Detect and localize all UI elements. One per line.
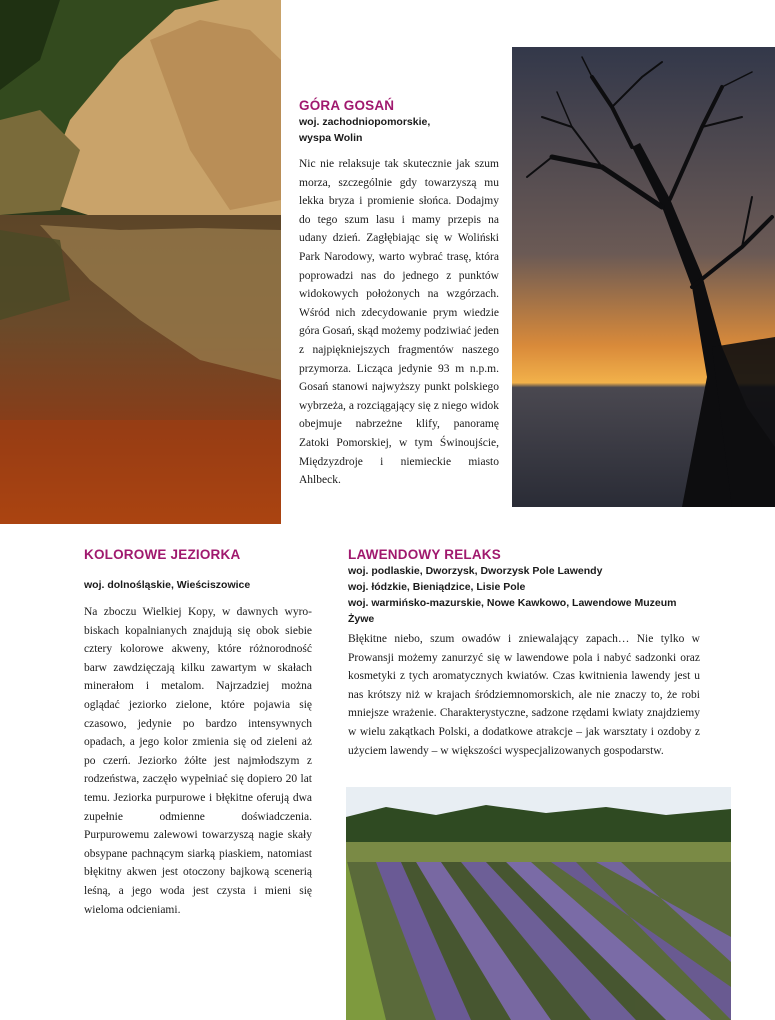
gora-gosan-location-line1: woj. zachodniopomorskie,	[299, 116, 431, 128]
gora-gosan-title: GÓRA GOSAŃ	[299, 98, 395, 113]
lawendowy-relaks-section	[348, 547, 700, 760]
sunset-tree-photo	[512, 47, 775, 507]
lawendowy-relaks-location-1: woj. podlaskie, Dworzysk, Dworzysk Pole Lawendy	[348, 565, 603, 577]
kolorowe-jeziorka-section	[84, 547, 312, 919]
lawendowy-relaks-location-2: woj. łódzkie, Bieniądzice, Lisie Pole	[348, 581, 526, 593]
gora-gosan-section	[299, 98, 499, 490]
colorful-lake-photo	[0, 0, 281, 524]
gora-gosan-body: Nic nie relaksuje tak skutecznie jak szum morza, szczególnie gdy towarzyszą mu lekka bryza i promienie słońca. Dodajmy do tego szum lasu i mamy przepis na udany dzień. Zagłębiając się w Woliński Park Narodowy, warto wybrać trasę, która poprowadzi nas do jednego z punktów widokowych położonych na wzgórzach. Wśród nich zdecydowanie prym wiedzie góra Gosań, skąd możemy podziwiać jeden z najpiękniejszych fragmentów naszego przymorza. Licząca jedynie 93 m n.p.m. Gosań stanowi najwyższy punkt polskiego wybrzeża, a rozciągający się z niego widok obejmuje nabrzeżne klify, panoramę Zatoki Pomorskiej, w tym Świnoujście, Międzyzdroje i niemieckie miasto Ahlbeck.	[299, 158, 499, 487]
lawendowy-relaks-body: Błękitne niebo, szum owadów i zniewalający zapach… Nie tylko w Prowansji możemy zanurzyć się w lawendowe pola i nabyć sadzonki oraz kosmetyki z tych aromatycznych kwiatów. Czas kwitnienia lawendy jest u nas krótszy niż w krajach śródziemnomorskich, ale nie znaczy to, że robi mniejsze wrażenie. Charakterystyczne, sadzone rzędami kwiaty znajdziemy w wielu zakątkach Polski, a dodatkowe atrakcje – jak warsztaty i ozdoby z użyciem lawendy – w większości wyspecjalizowanych gospodarstw.	[348, 633, 700, 757]
lawendowy-relaks-title: LAWENDOWY RELAKS	[348, 547, 501, 562]
kolorowe-jeziorka-location: woj. dolnośląskie, Wieściszowice	[84, 579, 251, 591]
lawendowy-relaks-location-3: woj. warmińsko-mazurskie, Nowe Kawkowo, Lawendowe Muzeum Żywe	[348, 597, 677, 625]
gora-gosan-location-line2: wyspa Wolin	[299, 132, 363, 144]
kolorowe-jeziorka-body: Na zboczu Wielkiej Kopy, w dawnych wyrobiskach kopalnianych znajdują się obok siebie cztery kolorowe akweny, które różnorodność barw zawdzięczają kilku zawartym w skałach minerałom i metalom. Najrzadziej można oglądać jeziorko zielone, które pojawia się czasowo, jedynie po bardzo intensywnych opadach, a jego kolor zmienia się od zieleni aż po czerń. Jeziorko żółte jest najmłodszym z rodzeństwa, zaczęło wypełniać się dopiero 20 lat temu. Jeziorka purpurowe i błękitne oferują dwa zupełnie odmienne doświadczenia. Purpurowemu zalewowi towarzyszą nagie skały obsypane pachnącym siarką piaskiem, natomiast błękitny akwen jest otoczony bajkową scenerią leśną, a jego woda jest czysta i mieni się wieloma odcieniami.	[84, 606, 312, 916]
kolorowe-jeziorka-title: KOLOROWE JEZIORKA	[84, 547, 241, 562]
lavender-field-photo	[346, 787, 731, 1020]
